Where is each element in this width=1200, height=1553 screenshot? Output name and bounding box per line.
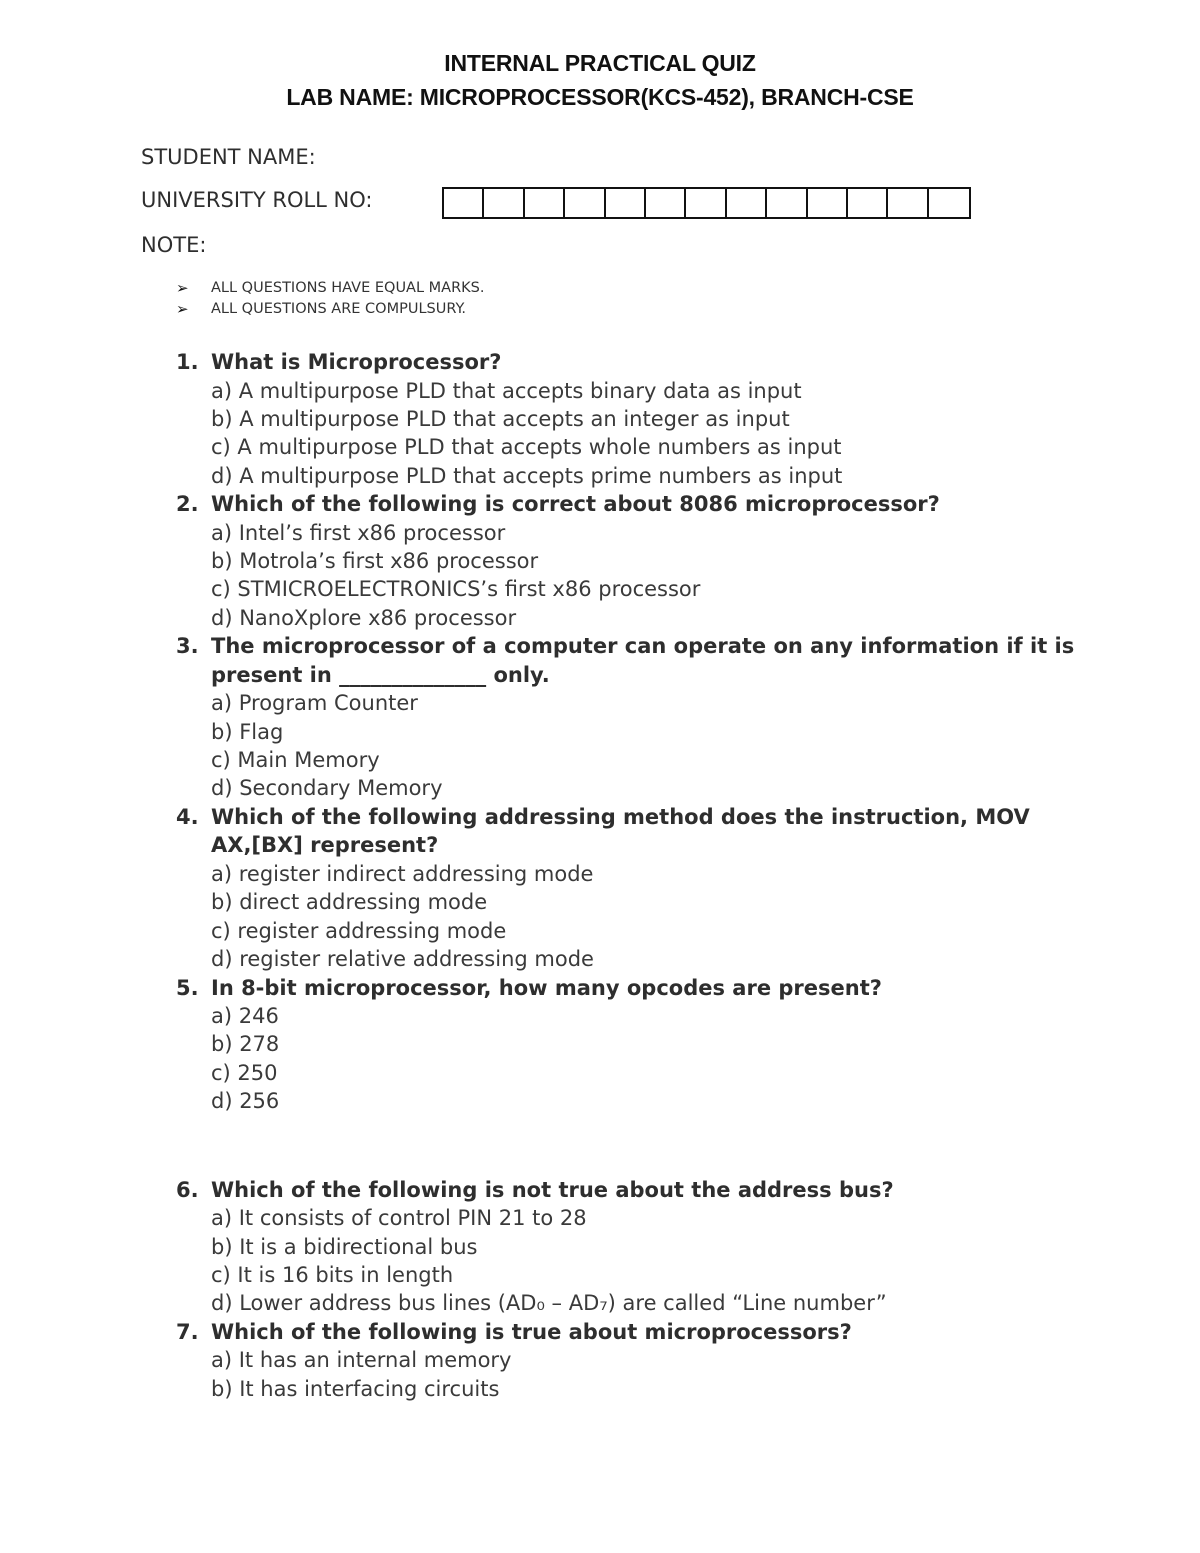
answer-option: d) NanoXplore x86 processor bbox=[211, 605, 517, 630]
question-text: Which of the following addressing method does the instruction, MOV AX,[BX] represent? bbox=[211, 804, 1030, 858]
note-item bbox=[176, 277, 485, 298]
answer-option: d) A multipurpose PLD that accepts prime numbers as input bbox=[211, 463, 843, 488]
note-text: ALL QUESTIONS ARE COMPULSURY. bbox=[211, 300, 467, 317]
roll-number-label: UNIVERSITY ROLL NO: bbox=[141, 188, 373, 212]
note-label: NOTE: bbox=[141, 233, 207, 257]
question-number: 3. bbox=[176, 634, 199, 659]
answer-option: a) Program Counter bbox=[211, 691, 418, 716]
answer-option: d) Lower address bus lines (AD₀ – AD₇) are called “Line number” bbox=[211, 1291, 887, 1316]
lab-name-heading: LAB NAME: MICROPROCESSOR(KCS-452), BRANCH-CSE bbox=[286, 84, 914, 110]
answer-option: c) STMICROELECTRONICS’s first x86 processor bbox=[211, 577, 701, 602]
arrow-bullet-icon: ➢ bbox=[176, 299, 189, 318]
answer-option: d) 256 bbox=[211, 1089, 280, 1114]
answer-option: c) It is 16 bits in length bbox=[211, 1262, 454, 1287]
page-title: INTERNAL PRACTICAL QUIZ bbox=[444, 50, 756, 76]
answer-option: d) register relative addressing mode bbox=[211, 947, 594, 972]
question-list bbox=[176, 348, 1076, 1403]
question-number: 6. bbox=[176, 1177, 199, 1202]
roll-number-box[interactable] bbox=[484, 189, 524, 217]
student-name-label: STUDENT NAME: bbox=[141, 145, 316, 169]
roll-number-box[interactable] bbox=[444, 189, 484, 217]
answer-option: a) It has an internal memory bbox=[211, 1348, 512, 1373]
question-number: 1. bbox=[176, 350, 199, 374]
question-item bbox=[176, 348, 1076, 490]
question-item bbox=[176, 490, 1076, 632]
answer-option: d) Secondary Memory bbox=[211, 776, 443, 801]
question-number: 2. bbox=[176, 492, 199, 517]
question-item bbox=[176, 1176, 1076, 1318]
question-text: Which of the following is not true about the address bus? bbox=[211, 1177, 894, 1202]
answer-option: a) 246 bbox=[211, 1004, 279, 1028]
roll-number-box[interactable] bbox=[646, 189, 686, 217]
answer-option: b) Flag bbox=[211, 719, 284, 744]
answer-option: b) A multipurpose PLD that accepts an integer as input bbox=[211, 406, 790, 431]
roll-number-box[interactable] bbox=[848, 189, 888, 217]
answer-option: b) Motrola’s first x86 processor bbox=[211, 549, 539, 574]
answer-option: b) It has interfacing circuits bbox=[211, 1376, 500, 1401]
question-text: Which of the following is correct about 8086 microprocessor? bbox=[211, 492, 940, 517]
roll-number-box[interactable] bbox=[929, 189, 969, 217]
roll-number-box[interactable] bbox=[525, 189, 565, 217]
question-text: In 8-bit microprocessor, how many opcodes are present? bbox=[211, 975, 882, 1000]
question-text: What is Microprocessor? bbox=[211, 350, 502, 374]
question-number: 5. bbox=[176, 975, 199, 1000]
question-item bbox=[176, 803, 1076, 974]
roll-number-box[interactable] bbox=[888, 189, 928, 217]
answer-option: c) Main Memory bbox=[211, 748, 380, 773]
question-item bbox=[176, 974, 1076, 1116]
answer-option: b) It is a bidirectional bus bbox=[211, 1234, 478, 1259]
roll-number-box[interactable] bbox=[727, 189, 767, 217]
roll-number-box[interactable] bbox=[808, 189, 848, 217]
roll-number-boxes[interactable] bbox=[442, 187, 971, 219]
answer-option: b) 278 bbox=[211, 1032, 280, 1057]
answer-option: a) Intel’s first x86 processor bbox=[211, 520, 506, 545]
roll-number-box[interactable] bbox=[606, 189, 646, 217]
question-item bbox=[176, 632, 1076, 803]
answer-option: c) A multipurpose PLD that accepts whole numbers as input bbox=[211, 435, 842, 460]
answer-option: b) direct addressing mode bbox=[211, 890, 488, 915]
arrow-bullet-icon: ➢ bbox=[176, 278, 189, 297]
question-text: Which of the following is true about microprocessors? bbox=[211, 1319, 852, 1344]
roll-number-box[interactable] bbox=[767, 189, 807, 217]
answer-option: a) It consists of control PIN 21 to 28 bbox=[211, 1206, 587, 1231]
roll-number-box[interactable] bbox=[686, 189, 726, 217]
answer-option: a) register indirect addressing mode bbox=[211, 861, 594, 886]
note-list bbox=[176, 277, 485, 319]
question-number: 4. bbox=[176, 804, 199, 829]
question-number: 7. bbox=[176, 1319, 199, 1344]
answer-option: a) A multipurpose PLD that accepts binary data as input bbox=[211, 378, 802, 403]
answer-option: c) 250 bbox=[211, 1060, 278, 1085]
roll-number-box[interactable] bbox=[565, 189, 605, 217]
note-item bbox=[176, 298, 485, 319]
question-item bbox=[176, 1318, 1076, 1403]
note-text: ALL QUESTIONS HAVE EQUAL MARKS. bbox=[211, 279, 485, 296]
answer-option: c) register addressing mode bbox=[211, 918, 507, 943]
question-text: The microprocessor of a computer can operate on any information if it is present in ______________ only. bbox=[211, 634, 1075, 687]
